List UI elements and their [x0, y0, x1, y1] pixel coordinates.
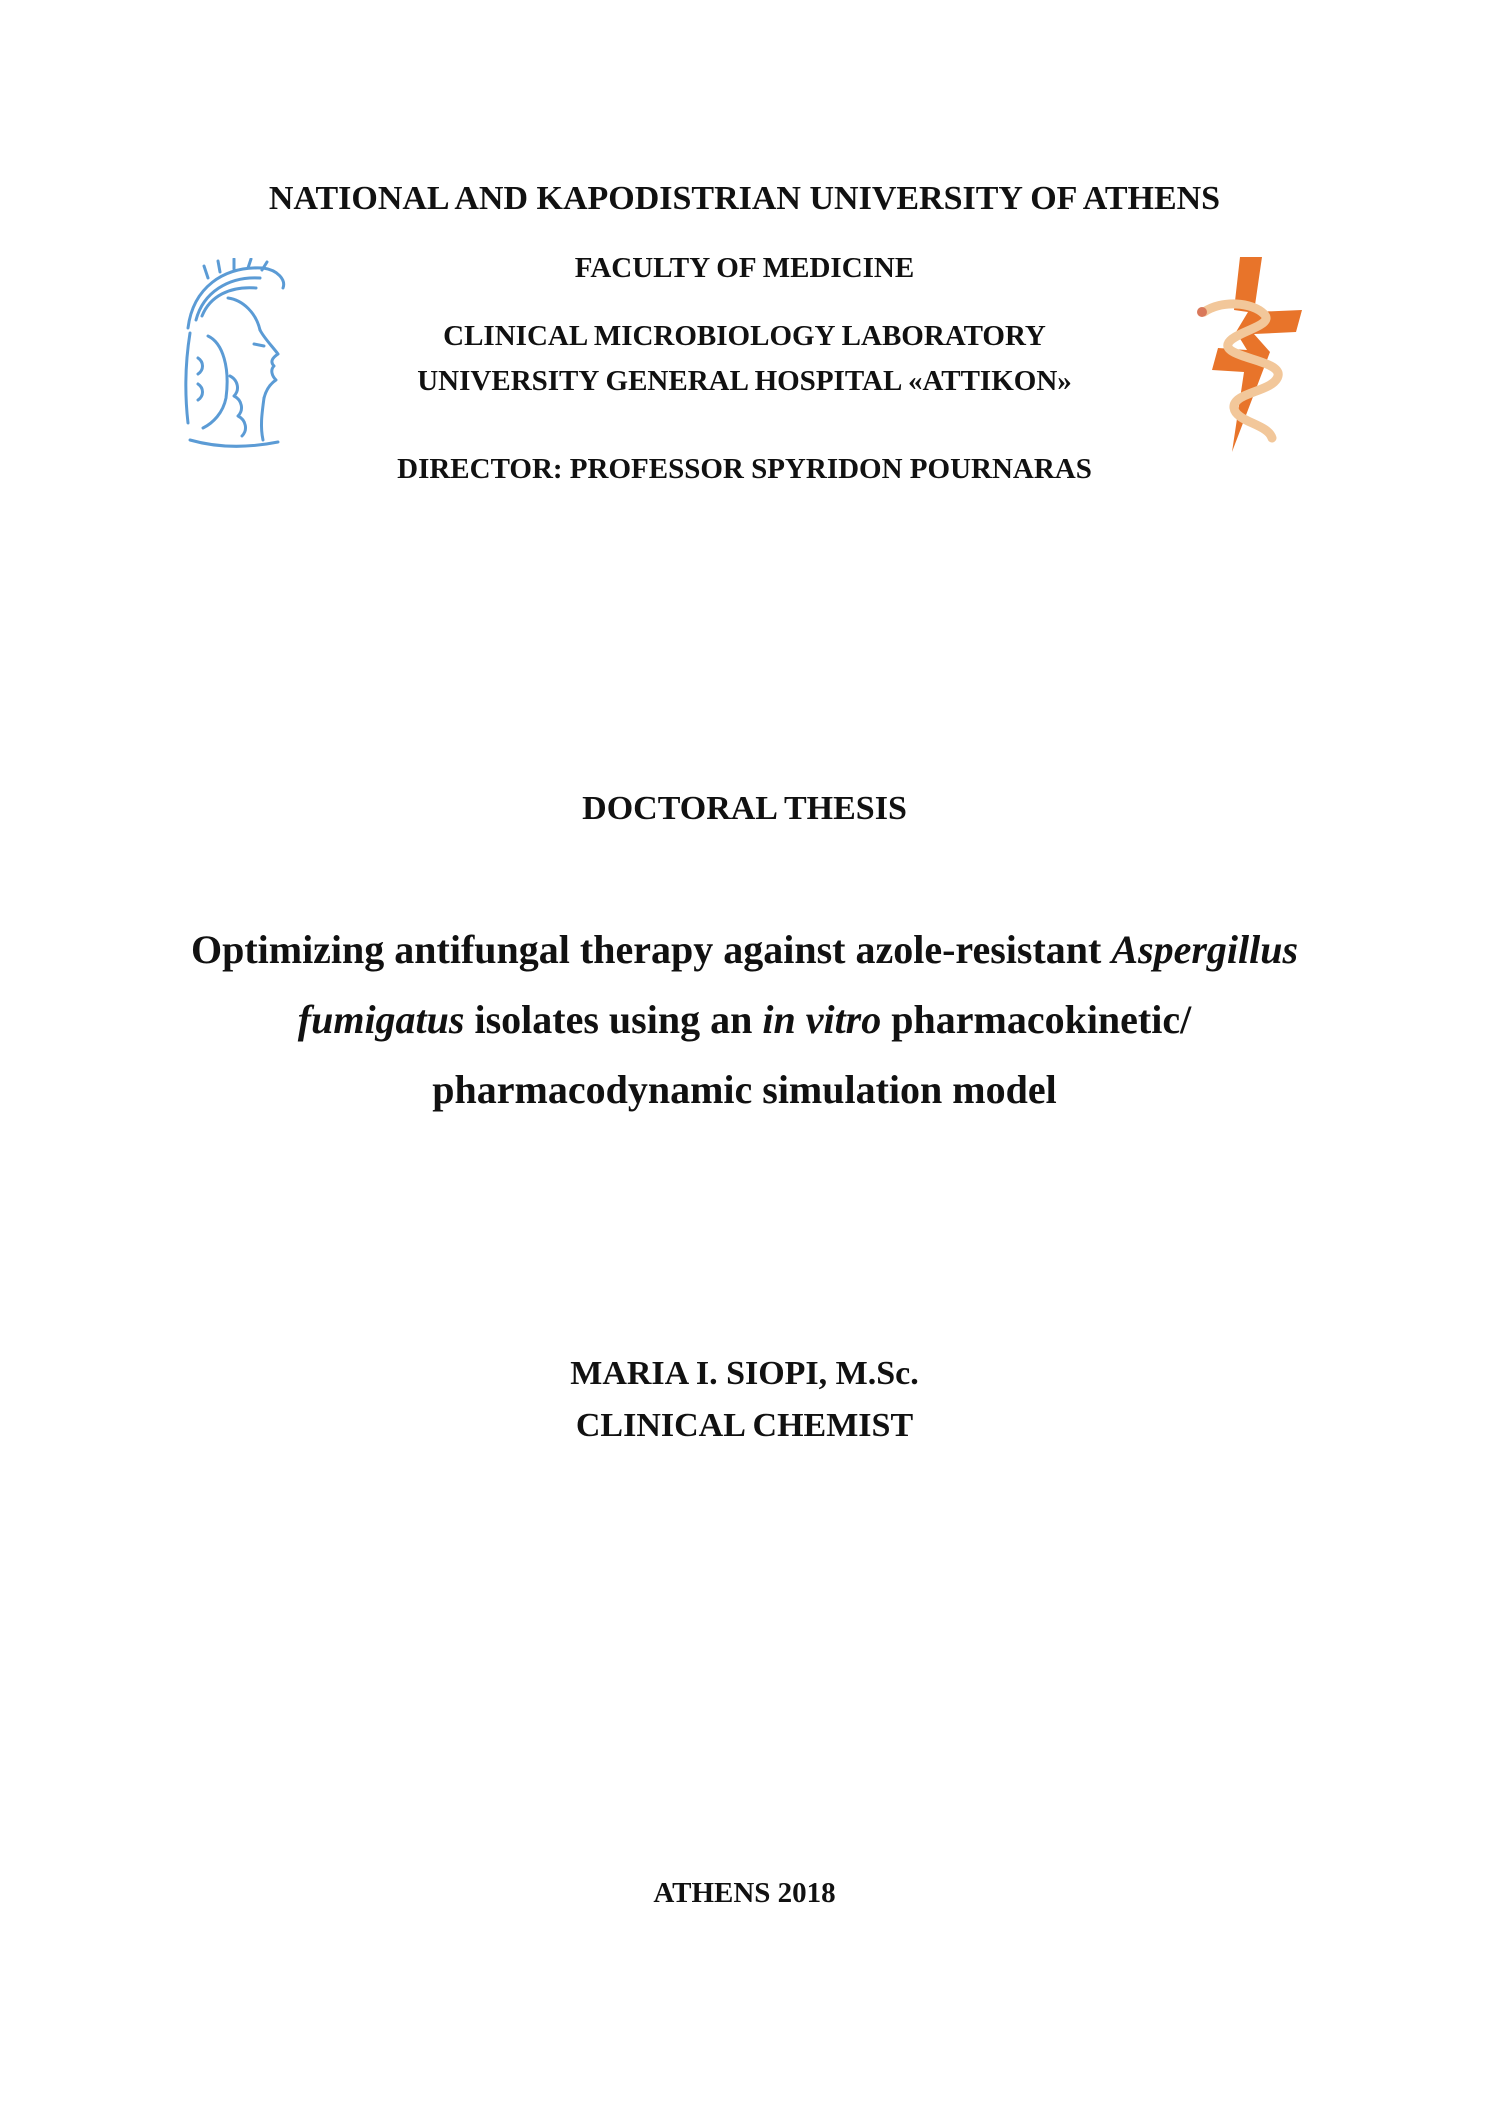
title-italic-text: Aspergillus	[1111, 927, 1299, 972]
thesis-title	[0, 915, 1489, 1125]
author-role: CLINICAL CHEMIST	[575, 1407, 914, 1444]
title-italic-text: in vitro	[762, 997, 882, 1042]
title-text: Optimizing antifungal therapy against azole-resistant	[190, 927, 1112, 972]
university-name: NATIONAL AND KAPODISTRIAN UNIVERSITY OF ATHENS	[268, 180, 1221, 217]
director-line: DIRECTOR: PROFESSOR SPYRIDON POURNARAS	[397, 453, 1092, 485]
hospital-name: UNIVERSITY GENERAL HOSPITAL «ATTIKON»	[417, 365, 1072, 397]
title-line-2	[0, 985, 1489, 1055]
title-text: isolates using an	[464, 997, 763, 1042]
document-type: DOCTORAL THESIS	[582, 790, 907, 827]
university-emblem-logo	[168, 258, 298, 453]
faculty-name: FACULTY OF MEDICINE	[574, 252, 915, 284]
athena-head-emblem-icon	[168, 258, 298, 453]
author-name: MARIA I. SIOPI, M.Sc.	[570, 1355, 919, 1392]
place-and-date: ATHENS 2018	[653, 1877, 836, 1909]
title-italic-text: fumigatus	[297, 997, 465, 1042]
title-line-1	[0, 915, 1489, 985]
title-text: pharmacokinetic/	[881, 997, 1192, 1042]
title-line-3: pharmacodynamic simulation model	[432, 1067, 1057, 1112]
laboratory-name: CLINICAL MICROBIOLOGY LABORATORY	[443, 320, 1046, 352]
